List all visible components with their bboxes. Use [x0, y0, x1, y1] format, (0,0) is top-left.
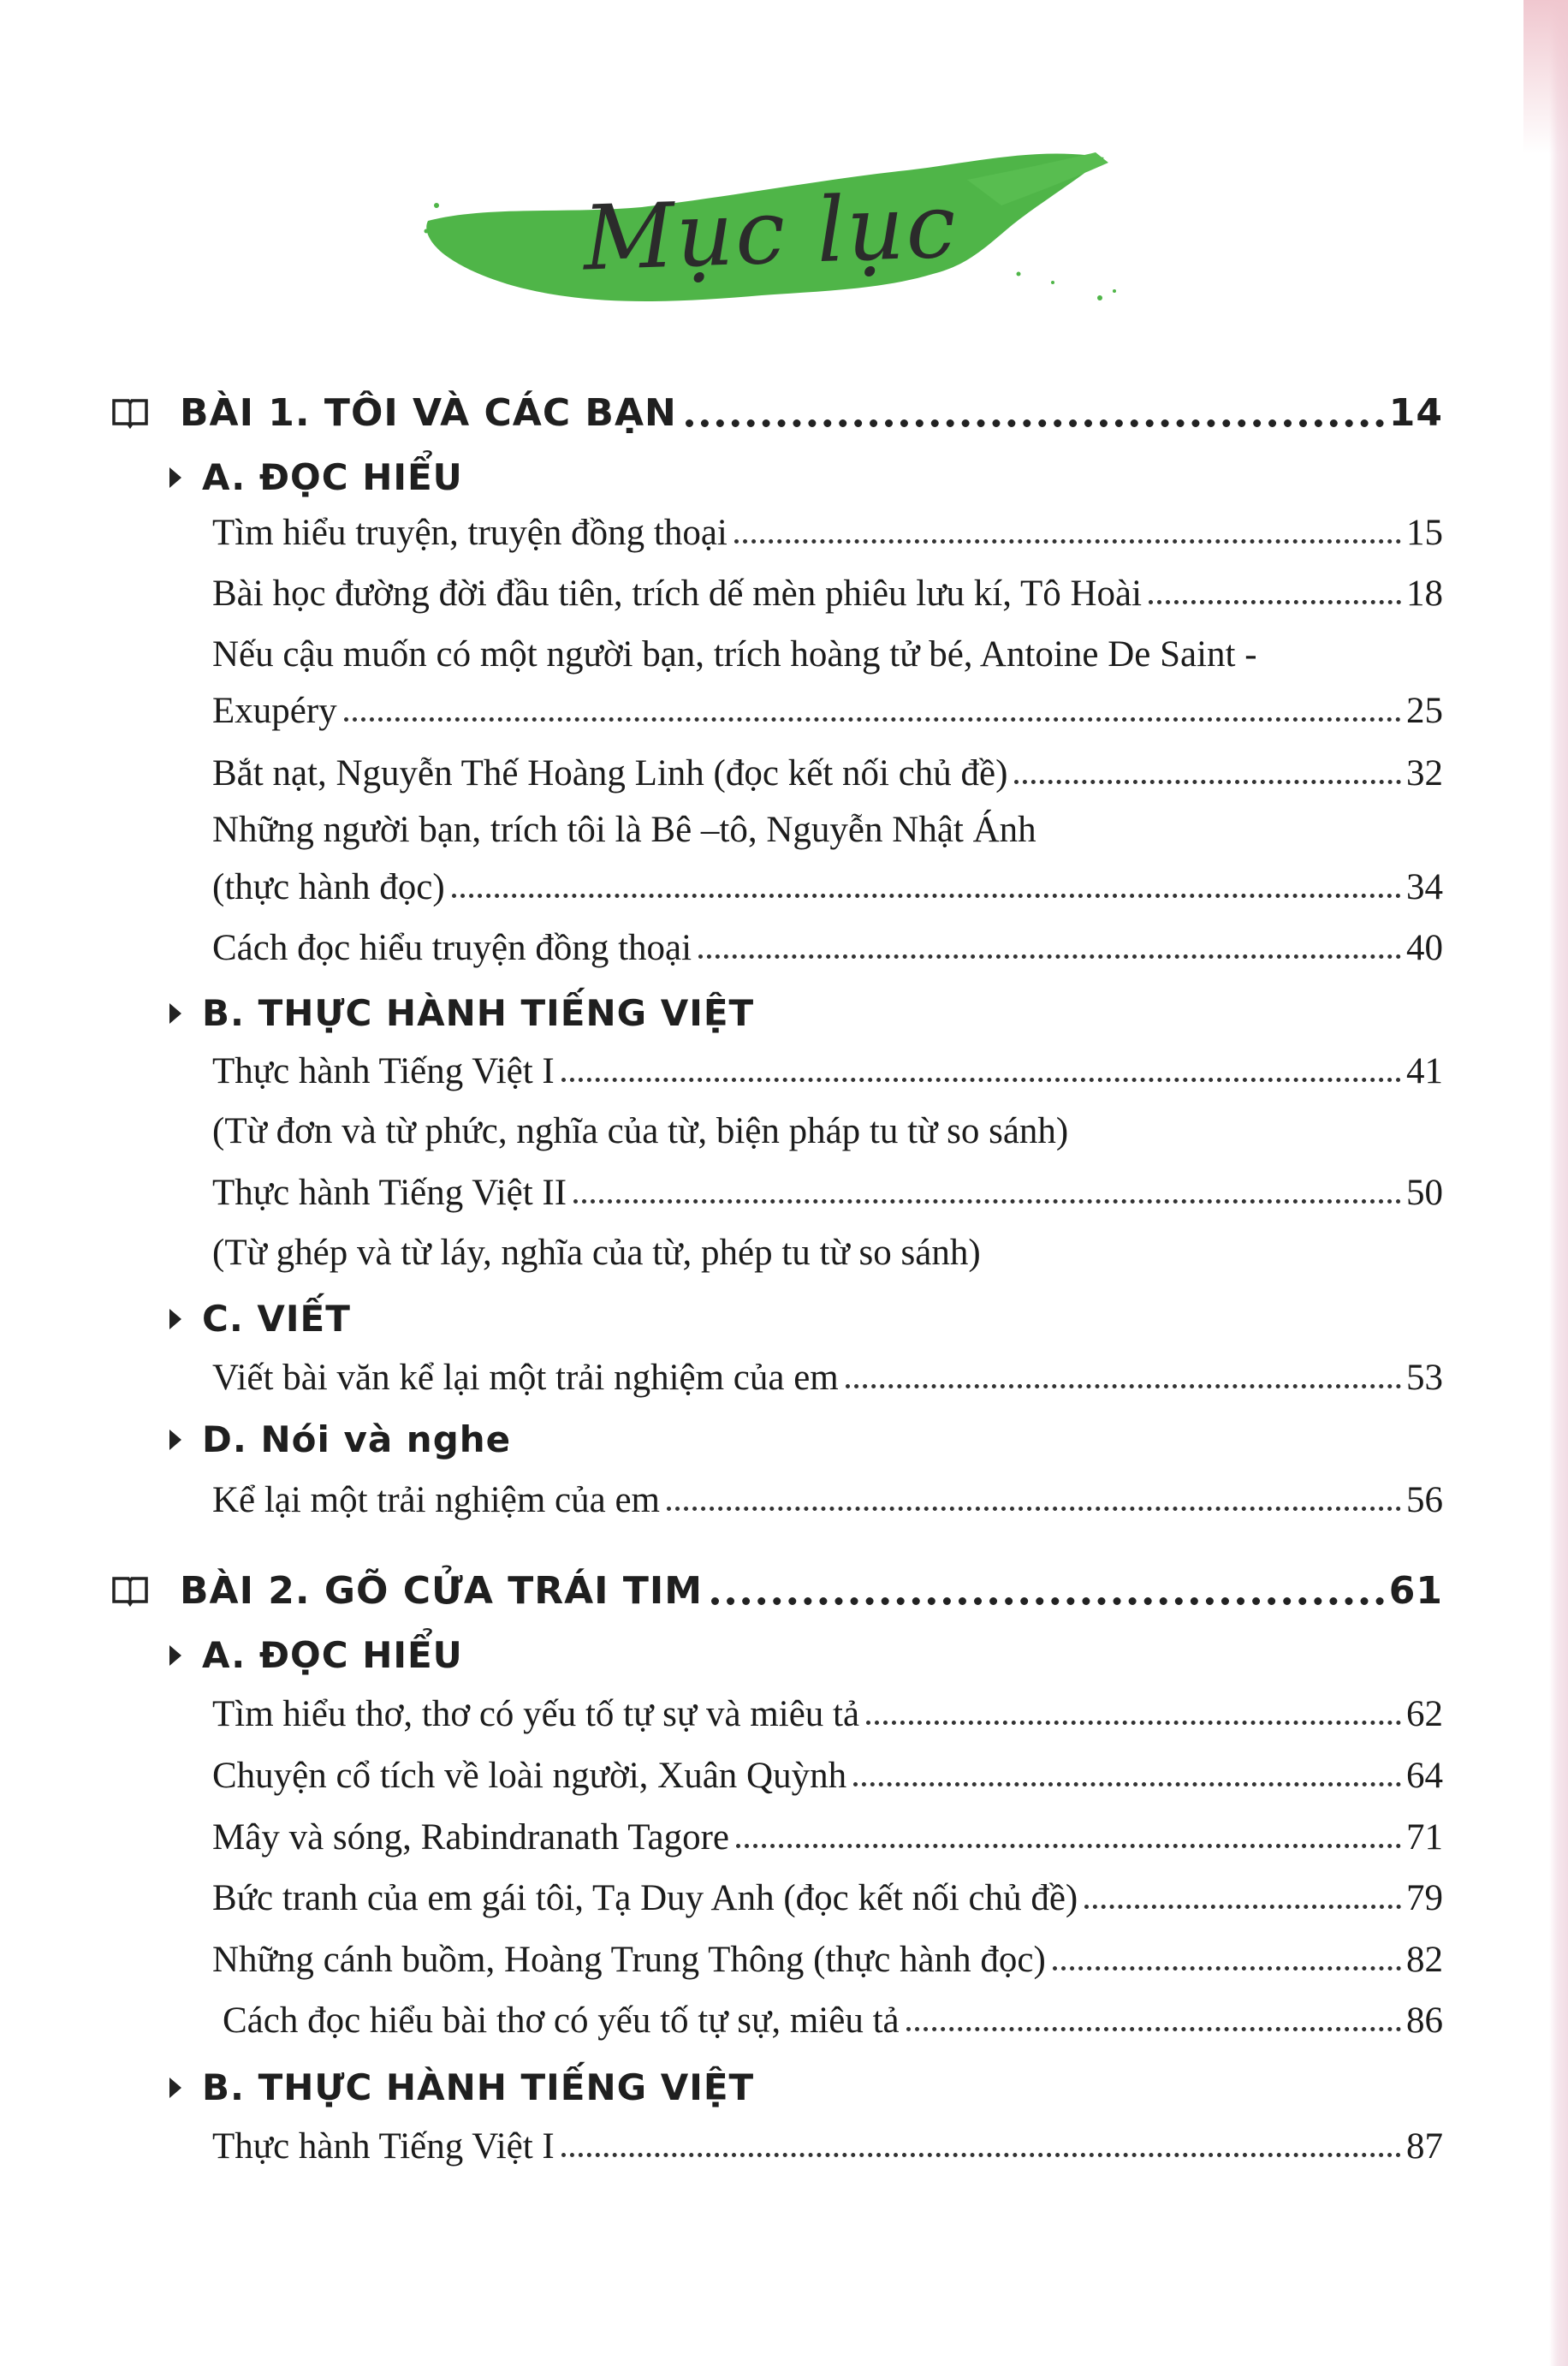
entry-page: 50: [1406, 1173, 1443, 1213]
entry-title: Mây và sóng, Rabindranath Tagore: [212, 1817, 730, 1858]
triangle-bullet-icon: [168, 2076, 183, 2100]
section-heading: [168, 447, 463, 498]
section-heading: [168, 1288, 351, 1340]
title-banner: [419, 146, 1121, 342]
entry-title: Cách đọc hiểu bài thơ có yếu tố tự sự, miêu tả: [223, 2000, 900, 2041]
dot-leader: [561, 1078, 1401, 1082]
entry-page: 87: [1406, 2126, 1443, 2167]
dot-leader: [1149, 600, 1401, 604]
toc-entry[interactable]: [212, 1742, 1443, 1797]
entry-page: 18: [1406, 574, 1443, 614]
toc-entry[interactable]: [212, 499, 1443, 554]
section-title: C. VIẾT: [202, 1298, 351, 1340]
dot-leader: [853, 1782, 1401, 1786]
toc-entry[interactable]: [212, 560, 1443, 615]
entry-title: Chuyện cổ tích về loài người, Xuân Quỳnh: [212, 1756, 847, 1796]
dot-leader: [736, 1844, 1401, 1848]
entry-page: 40: [1406, 928, 1443, 968]
toc-entry-line1[interactable]: [212, 621, 1443, 675]
page-title: Mục lục: [581, 173, 959, 291]
lesson-heading[interactable]: [111, 1553, 1443, 1613]
toc-entry[interactable]: [212, 740, 1443, 794]
dot-leader: [1014, 780, 1401, 784]
entry-page: 41: [1406, 1051, 1443, 1091]
section-title: A. ĐỌC HIỂU: [202, 1634, 463, 1676]
dot-leader: [1053, 1966, 1401, 1971]
toc-entry-note: [212, 1097, 1443, 1152]
dot-leader: [698, 954, 1401, 959]
entry-page: 79: [1406, 1878, 1443, 1918]
entry-title: Thực hành Tiếng Việt I: [212, 1051, 555, 1091]
dot-leader: [846, 1384, 1401, 1388]
dot-leader: [734, 539, 1401, 544]
triangle-bullet-icon: [168, 1307, 183, 1331]
entry-title: Viết bài văn kể lại một trải nghiệm của em: [212, 1358, 839, 1398]
entry-title: Nếu cậu muốn có một người bạn, trích hoàng tử bé, Antoine De Saint -: [212, 634, 1257, 675]
entry-page: 56: [1406, 1480, 1443, 1520]
toc-entry[interactable]: [212, 1926, 1443, 1981]
entry-page: 71: [1406, 1817, 1443, 1858]
entry-title: Thực hành Tiếng Việt II: [212, 1173, 567, 1213]
lesson-page: 61: [1388, 1569, 1443, 1613]
dot-leader: [573, 1199, 1401, 1204]
entry-title: Exupéry: [212, 691, 337, 731]
entry-note: (Từ ghép và từ láy, nghĩa của từ, phép tu từ so sánh): [212, 1233, 981, 1273]
dot-leader: [906, 2027, 1401, 2031]
dot-leader: [452, 894, 1401, 898]
toc-entry-line1[interactable]: [212, 796, 1443, 851]
entry-title: Kể lại một trải nghiệm của em: [212, 1480, 660, 1520]
section-title: B. THỰC HÀNH TIẾNG VIỆT: [202, 992, 755, 1034]
toc-entry[interactable]: [212, 1864, 1443, 1919]
entry-title: Những cánh buồm, Hoàng Trung Thông (thực hành đọc): [212, 1940, 1046, 1980]
section-title: D. Nói và nghe: [202, 1418, 512, 1460]
triangle-bullet-icon: [168, 1002, 183, 1025]
section-title: A. ĐỌC HIỂU: [202, 456, 463, 498]
section-heading: [168, 1409, 511, 1460]
triangle-bullet-icon: [168, 1428, 183, 1452]
triangle-bullet-icon: [168, 1644, 183, 1667]
section-heading: [168, 983, 754, 1034]
section-heading: [168, 2057, 754, 2108]
dot-leader: [686, 419, 1384, 427]
toc-entry[interactable]: [212, 1159, 1443, 1214]
entry-page: 25: [1406, 691, 1443, 731]
entry-page: 64: [1406, 1756, 1443, 1796]
lesson-title: BÀI 1. TÔI VÀ CÁC BẠN: [180, 391, 677, 435]
triangle-bullet-icon: [168, 466, 183, 490]
page-edge: [1549, 0, 1568, 2366]
entry-title: Tìm hiểu thơ, thơ có yếu tố tự sự và miêu tả: [212, 1694, 860, 1734]
entry-page: 82: [1406, 1940, 1443, 1980]
dot-leader: [711, 1597, 1384, 1605]
entry-page: 62: [1406, 1694, 1443, 1734]
lesson-title: BÀI 2. GÕ CỬA TRÁI TIM: [180, 1569, 703, 1613]
toc-entry[interactable]: [212, 1344, 1443, 1399]
entry-title: Tìm hiểu truyện, truyện đồng thoại: [212, 513, 728, 553]
entry-title: Bức tranh của em gái tôi, Tạ Duy Anh (đọc kết nối chủ đề): [212, 1878, 1078, 1918]
toc-entry-line2[interactable]: [212, 677, 1443, 732]
section-title: B. THỰC HÀNH TIẾNG VIỆT: [202, 2066, 755, 2108]
entry-page: 15: [1406, 513, 1443, 553]
entry-title: Thực hành Tiếng Việt I: [212, 2126, 555, 2167]
dot-leader: [866, 1721, 1401, 1725]
entry-title: Những người bạn, trích tôi là Bê –tô, Nguyễn Nhật Ánh: [212, 810, 1036, 850]
dot-leader: [667, 1507, 1401, 1511]
toc-entry[interactable]: [212, 1037, 1443, 1092]
dot-leader: [561, 2153, 1401, 2157]
toc-entry[interactable]: [212, 2113, 1443, 2167]
section-heading: [168, 1625, 463, 1676]
entry-title: Bài học đường đời đầu tiên, trích dế mèn phiêu lưu kí, Tô Hoài: [212, 574, 1143, 614]
entry-title: Bắt nạt, Nguyễn Thế Hoàng Linh (đọc kết nối chủ đề): [212, 753, 1008, 794]
toc-entry[interactable]: [212, 1466, 1443, 1521]
entry-page: 86: [1406, 2000, 1443, 2041]
entry-title: (thực hành đọc): [212, 867, 445, 907]
entry-note: (Từ đơn và từ phức, nghĩa của từ, biện pháp tu từ so sánh): [212, 1111, 1069, 1151]
entry-page: 34: [1406, 867, 1443, 907]
entry-page: 32: [1406, 753, 1443, 794]
toc-entry[interactable]: [223, 1987, 1443, 2042]
toc-entry[interactable]: [212, 1680, 1443, 1735]
book-icon: [111, 395, 149, 430]
entry-page: 53: [1406, 1358, 1443, 1398]
dot-leader: [1084, 1905, 1401, 1909]
toc-entry[interactable]: [212, 914, 1443, 969]
lesson-heading[interactable]: [111, 375, 1443, 435]
entry-title: Cách đọc hiểu truyện đồng thoại: [212, 928, 692, 968]
dot-leader: [344, 717, 1401, 722]
page-corner-shade: [1523, 0, 1568, 154]
toc-entry-note: [212, 1219, 1443, 1274]
book-icon: [111, 1573, 149, 1608]
toc-entry-line2[interactable]: [212, 853, 1443, 908]
lesson-page: 14: [1388, 391, 1443, 435]
toc-entry[interactable]: [212, 1804, 1443, 1858]
